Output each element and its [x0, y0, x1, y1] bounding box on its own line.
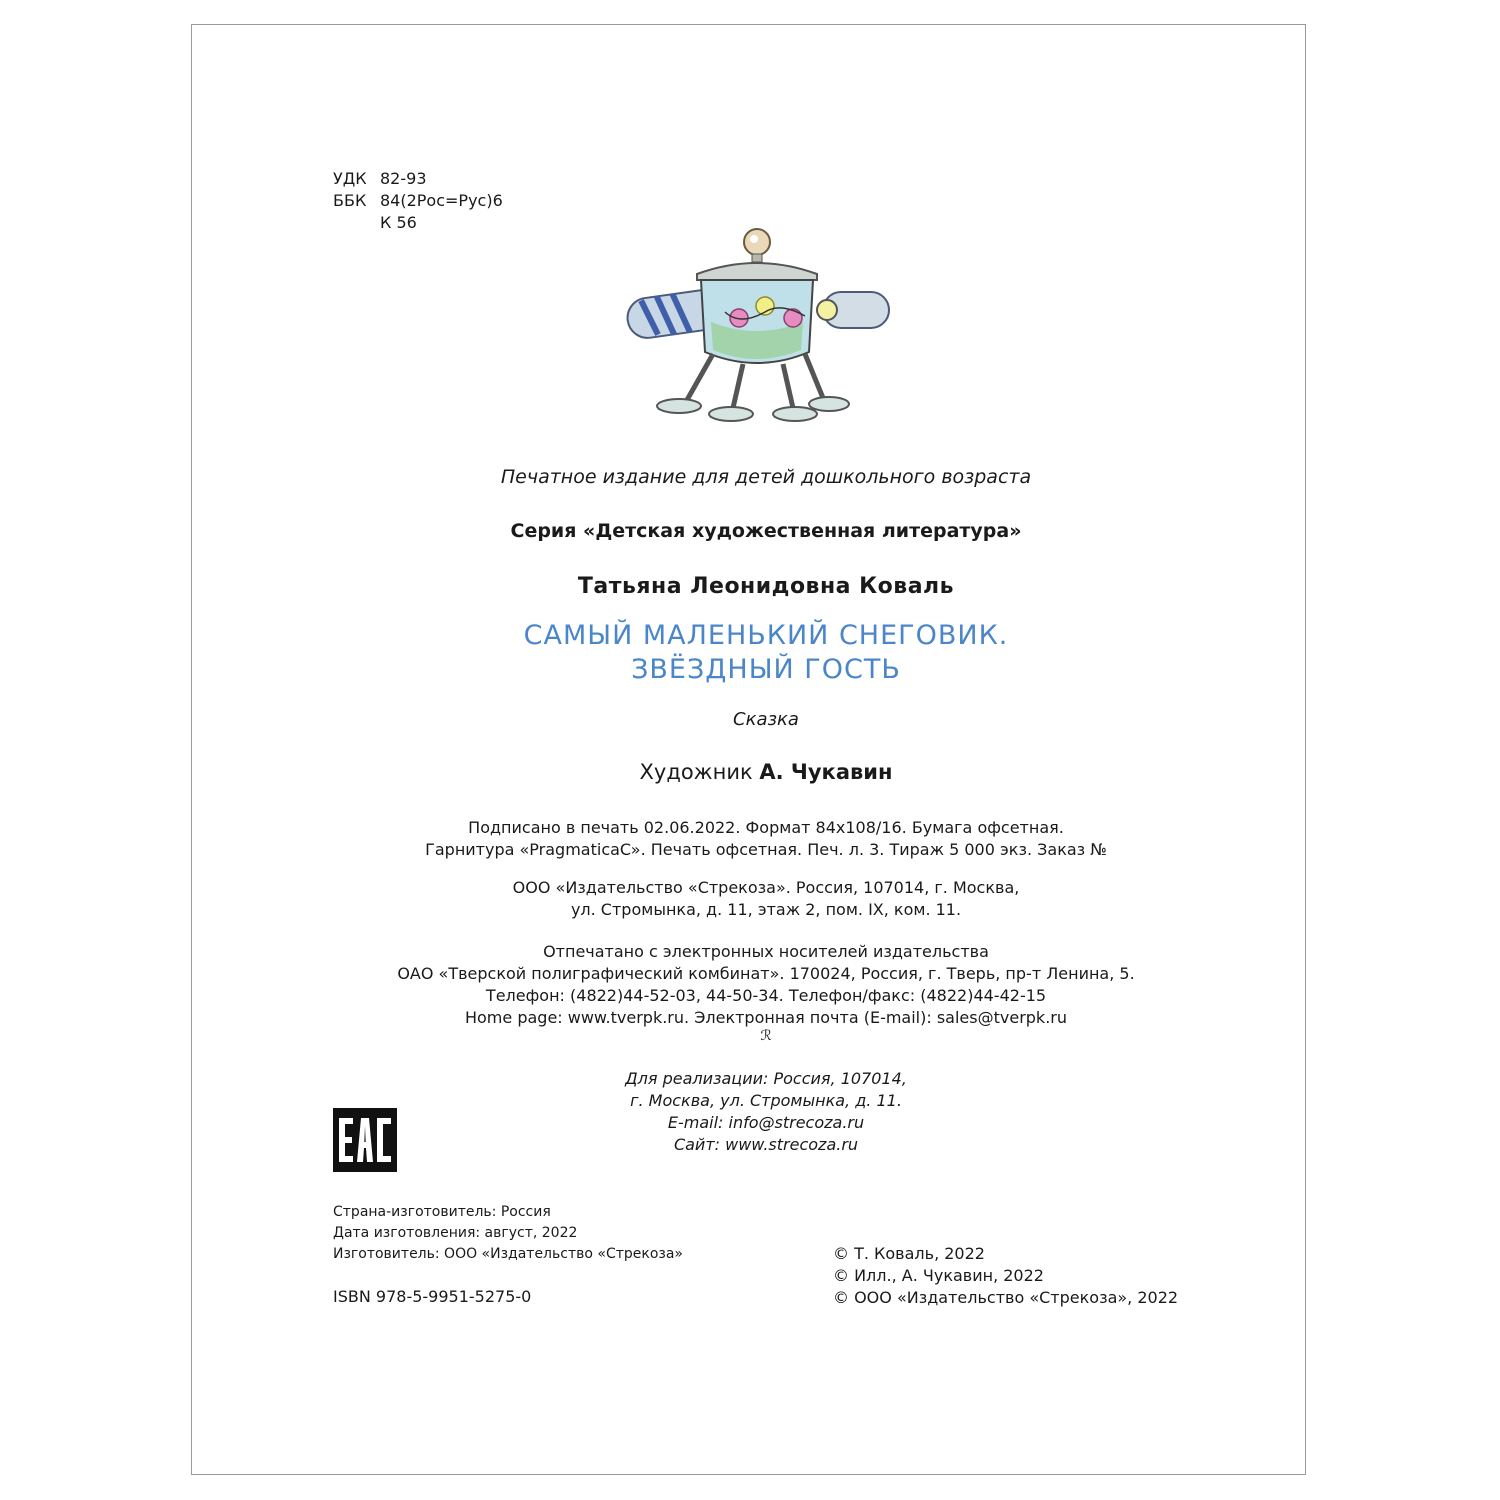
- udk-bbk-block: [333, 168, 503, 234]
- udk-key: УДК: [333, 169, 367, 188]
- udk-row: [333, 168, 503, 190]
- bbk-value: 84(2Рос=Рус)6: [380, 191, 503, 210]
- publisher-address: [191, 877, 1341, 921]
- printer-info: [191, 941, 1341, 1029]
- manufacturer-line: Страна-изготовитель: Россия: [333, 1204, 551, 1220]
- manufacturer-info: [333, 1202, 683, 1265]
- author-mark-row: [333, 212, 503, 234]
- bbk-row: [333, 190, 503, 212]
- print-details-line: Гарнитура «PragmaticaC». Печать офсетная. Печ. л. 3. Тираж 5 000 экз. Заказ №: [425, 840, 1107, 859]
- sales-info-line: E-mail: info@strecoza.ru: [667, 1113, 865, 1132]
- publisher-address-line: ООО «Издательство «Стрекоза». Россия, 107014, г. Москва,: [512, 878, 1020, 897]
- author-mark-value: К 56: [380, 213, 417, 232]
- copyright-notice: [833, 1243, 1178, 1309]
- publisher-address-line: ул. Стромынка, д. 11, этаж 2, пом. IX, ком. 11.: [570, 900, 962, 919]
- copyright-line: © Илл., А. Чукавин, 2022: [833, 1266, 1044, 1285]
- series-title: Серия «Детская художественная литература»: [510, 520, 1022, 542]
- book-title-line-1: САМЫЙ МАЛЕНЬКИЙ СНЕГОВИК.: [523, 620, 1009, 651]
- printer-info-line: Отпечатано с электронных носителей издательства: [543, 942, 989, 961]
- flying-saucepan-spaceship-illustration: [615, 222, 895, 422]
- artist-name: А. Чукавин: [759, 760, 893, 784]
- audience-note: Печатное издание для детей дошкольного возраста: [500, 466, 1032, 488]
- printer-logo-icon: ℛ: [760, 1028, 772, 1044]
- author-mark-key: [333, 212, 380, 234]
- bbk-key: ББК: [333, 191, 367, 210]
- author-name: Татьяна Леонидовна Коваль: [577, 574, 955, 599]
- isbn: ISBN 978-5-9951-5275-0: [333, 1287, 532, 1306]
- artist-credit: [191, 760, 1341, 784]
- printer-info-line: ОАО «Тверской полиграфический комбинат». 170024, Россия, г. Тверь, пр-т Ленина, 5.: [397, 964, 1135, 983]
- book-title: [191, 619, 1341, 687]
- sales-info-line: г. Москва, ул. Стромынка, д. 11.: [630, 1091, 902, 1110]
- print-details: [191, 817, 1341, 861]
- book-title-line-2: ЗВЁЗДНЫЙ ГОСТЬ: [631, 654, 901, 685]
- manufacturer-line: Дата изготовления: август, 2022: [333, 1225, 578, 1241]
- copyright-line: © ООО «Издательство «Стрекоза», 2022: [833, 1288, 1179, 1307]
- eac-certification-mark-icon: [333, 1108, 397, 1172]
- sales-info-line: Для реализации: Россия, 107014,: [625, 1069, 907, 1088]
- genre-label: Сказка: [733, 709, 799, 730]
- copyright-line: © Т. Коваль, 2022: [833, 1244, 985, 1263]
- manufacturer-line: Изготовитель: ООО «Издательство «Стрекоза»: [333, 1246, 683, 1262]
- printer-info-line: Телефон: (4822)44-52-03, 44-50-34. Телефон/факс: (4822)44-42-15: [485, 986, 1047, 1005]
- udk-value: 82-93: [380, 169, 427, 188]
- print-details-line: Подписано в печать 02.06.2022. Формат 84х108/16. Бумага офсетная.: [468, 818, 1064, 837]
- sales-info-line: Сайт: www.strecoza.ru: [673, 1135, 859, 1154]
- artist-prefix: Художник: [639, 760, 753, 784]
- printer-info-line: Home page: www.tverpk.ru. Электронная почта (E-mail): sales@tverpk.ru: [464, 1008, 1067, 1027]
